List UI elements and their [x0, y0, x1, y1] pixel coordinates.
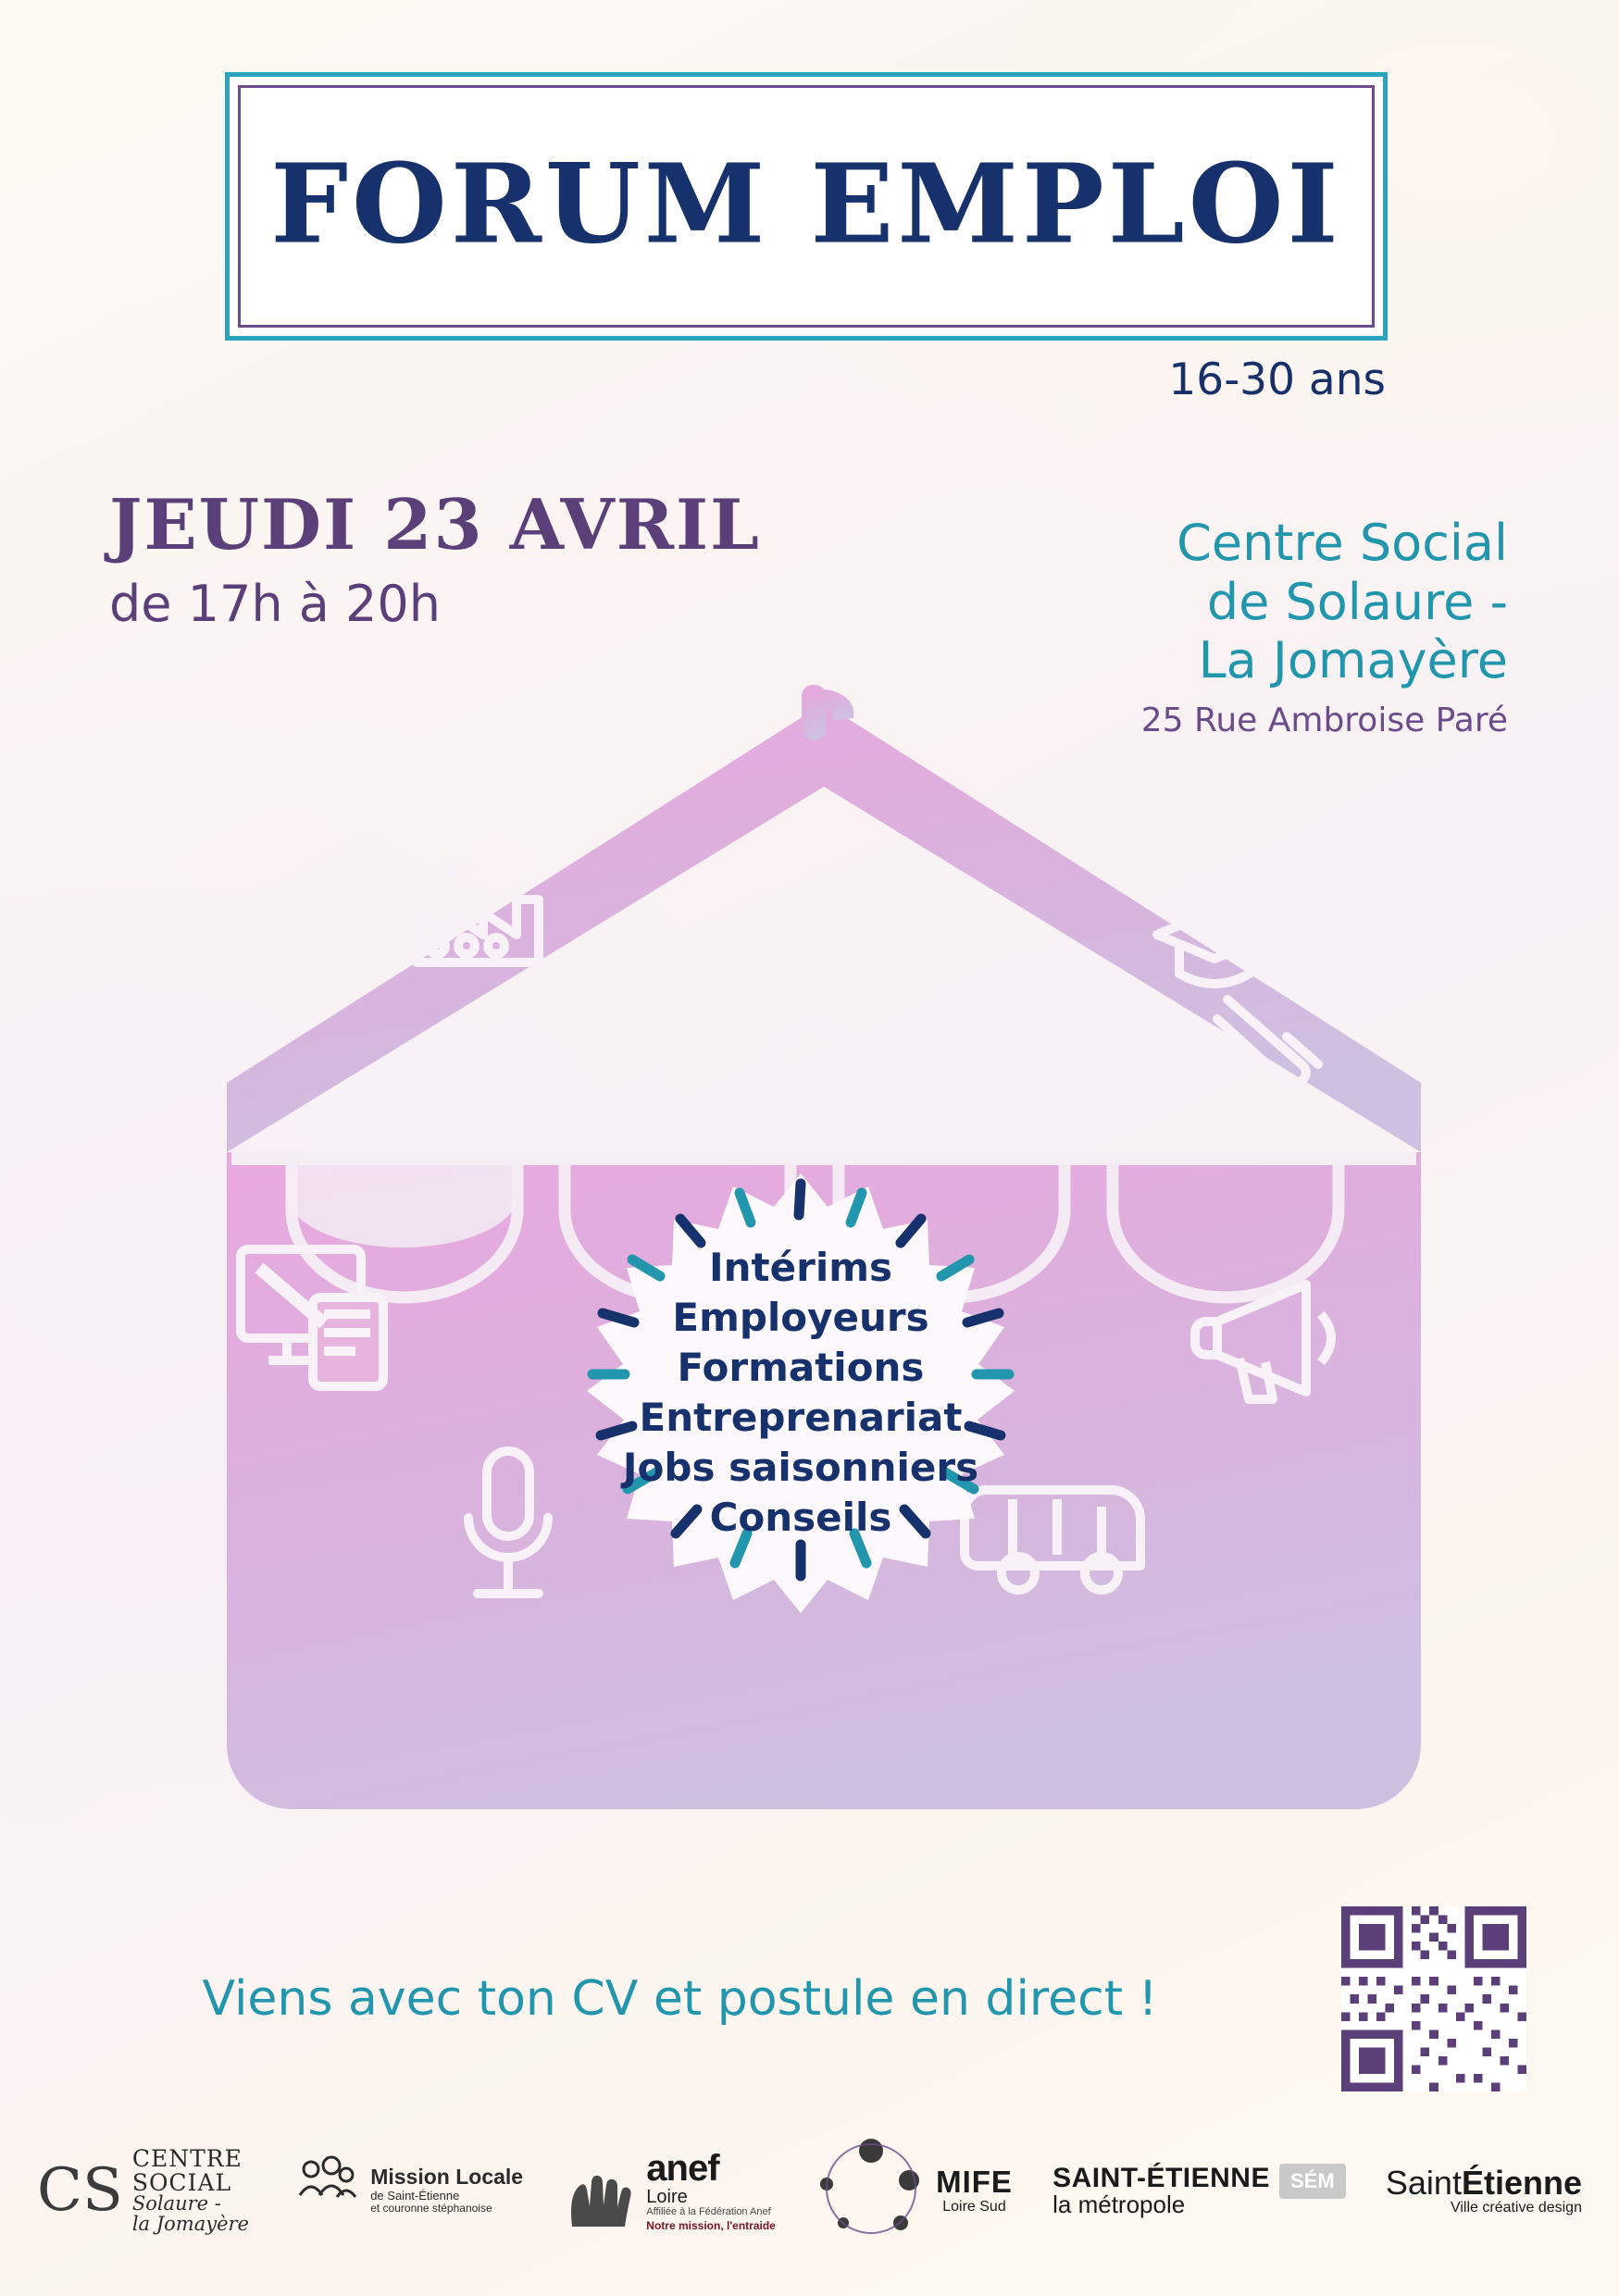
anef-line-1: anef	[646, 2147, 719, 2189]
keyword-item: Entreprenariat	[639, 1395, 963, 1440]
mission-locale-line-3: et couronne stéphanoise	[370, 2202, 492, 2215]
keyword-item: Conseils	[709, 1495, 892, 1541]
venue-line-1: Centre Social	[1177, 514, 1508, 572]
sem-badge: SÉM	[1279, 2164, 1346, 2199]
sem-line-1: SAINT-ÉTIENNE	[1052, 2162, 1270, 2193]
ste-ville-line-1b: Étienne	[1461, 2163, 1582, 2202]
anef-line-2: Loire	[646, 2186, 688, 2207]
mife-circle-icon	[816, 2138, 927, 2244]
sem-line-2: la métropole	[1052, 2191, 1186, 2219]
venue-line-3: La Jomayère	[1198, 631, 1508, 690]
keyword-item: Intérims	[709, 1244, 892, 1290]
keyword-item: Employeurs	[672, 1294, 929, 1340]
logo-mife-loire-sud	[816, 2138, 1013, 2244]
centre-social-line-3: Solaure -	[131, 2192, 221, 2215]
centre-social-line-2: SOCIAL	[131, 2168, 232, 2196]
mife-line-2: Loire Sud	[942, 2199, 1006, 2215]
logo-anef-loire	[563, 2149, 776, 2232]
venue-address: 25 Rue Ambroise Paré	[1140, 701, 1508, 740]
anef-line-3: Affiliée à la Fédération Anef	[646, 2205, 771, 2217]
page-title: FORUM EMPLOI	[270, 139, 1342, 268]
partner-logos	[0, 2107, 1619, 2274]
anef-hands-icon	[563, 2149, 637, 2231]
title-frame-inner	[238, 85, 1375, 328]
title-frame	[225, 72, 1388, 341]
keywords-list	[504, 1097, 1097, 1689]
logo-saint-etienne-ville	[1385, 2163, 1582, 2216]
keyword-item: Jobs saisonniers	[622, 1445, 979, 1491]
date-block	[109, 484, 761, 633]
centre-social-line-1: CENTRE	[131, 2145, 243, 2173]
anef-line-4: Notre mission, l'entraide	[646, 2219, 776, 2233]
age-range-label: 16-30 ans	[1168, 354, 1386, 405]
logo-centre-social	[37, 2147, 249, 2234]
logo-mission-locale	[289, 2153, 523, 2229]
venue-line-2: de Solaure -	[1206, 572, 1508, 631]
qr-code[interactable]	[1341, 1906, 1526, 2091]
ste-ville-line-1a: Saint	[1385, 2163, 1462, 2202]
centre-social-line-4: la Jomayère	[131, 2212, 249, 2235]
ste-ville-line-2: Ville créative design	[1450, 2199, 1582, 2215]
centre-social-mark: CS	[37, 2156, 123, 2225]
mission-locale-figures-icon	[289, 2153, 361, 2229]
logo-saint-etienne-metropole	[1052, 2164, 1346, 2218]
keywords-badge	[504, 1097, 1097, 1689]
mission-locale-line-2: de Saint-Étienne	[370, 2188, 460, 2203]
mission-locale-line-1: Mission Locale	[370, 2165, 524, 2190]
keyword-item: Formations	[677, 1344, 925, 1390]
event-date: JEUDI 23 AVRIL	[109, 484, 761, 565]
mife-line-1: MIFE	[936, 2165, 1013, 2200]
event-hours: de 17h à 20h	[109, 574, 441, 633]
tagline: Viens avec ton CV et postule en direct !	[202, 1971, 1158, 2027]
